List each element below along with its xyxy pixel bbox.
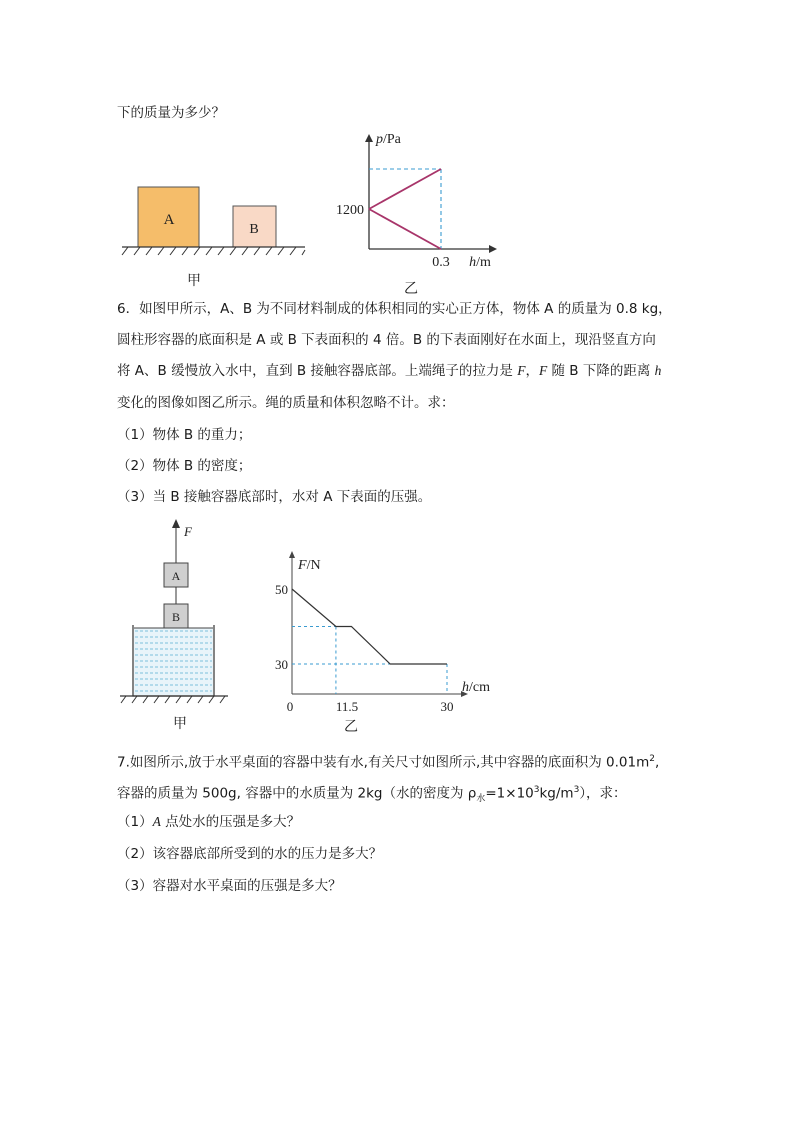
q6-line-2: 圆柱形容器的底面积是 A 或 B 下表面积的 4 倍。B 的下表面刚好在水面上，现沿竖直方向 xyxy=(117,332,656,348)
block-a-label: A xyxy=(163,212,175,228)
series-line-lower xyxy=(369,209,441,249)
y-axis-label: F/N xyxy=(298,558,321,573)
q6-line-4: 变化的图像如图乙所示。绳的质量和体积忽略不计。求： xyxy=(117,395,455,411)
q7-sub-question-3: （3）容器对水平桌面的压强是多大？ xyxy=(117,878,342,894)
fig5-pressure-chart xyxy=(320,128,510,274)
q7-sub-question-1: （1）A 点处水的压强是多大？ xyxy=(117,814,301,830)
q6-line-3: 将 A、B 缓慢放入水中，直到 B 接触容器底部。上端绳子的拉力是 F，F 随 B 下降的距离 h xyxy=(117,363,662,379)
q6-sub-question-1: （1）物体 B 的重力； xyxy=(117,427,252,443)
block-a-label: A xyxy=(171,569,181,583)
q7-line-2: 容器的质量为 500g, 容器中的水质量为 2kg（水的密度为 $\rho_水=1\times 10^3kg/m^3$），求： xyxy=(117,785,627,805)
fig5-caption-left: 甲 xyxy=(187,273,201,289)
q6-line-1: 6．如图甲所示，A、B 为不同材料制成的体积相同的实心正方体，物体 A 的质量为 0.8 kg， xyxy=(117,301,672,317)
fig6-caption-left: 甲 xyxy=(173,716,187,732)
x-axis-label: h/cm xyxy=(462,680,490,695)
block-b-label: B xyxy=(249,222,259,237)
fig6-container-diagram xyxy=(118,515,238,707)
fig6-force-chart xyxy=(262,545,502,717)
top-question-text: 下的质量为多少？ xyxy=(117,105,225,121)
series-line-force xyxy=(292,589,447,664)
ground-hatch xyxy=(121,696,225,703)
x-tick-30: 30 xyxy=(440,699,454,714)
y-axis-label: p/Pa xyxy=(376,132,401,147)
fig5-blocks-diagram xyxy=(115,180,315,260)
fig5-caption-right: 乙 xyxy=(404,281,418,297)
force-label: F xyxy=(184,524,192,539)
y-tick-30: 30 xyxy=(275,657,288,672)
x-tick-11-5: 11.5 xyxy=(335,699,359,714)
q6-sub-question-3: （3）当 B 接触容器底部时，水对 A 下表面的压强。 xyxy=(117,489,432,505)
force-arrow xyxy=(172,519,180,528)
block-b-label: B xyxy=(171,610,181,624)
y-axis-arrow xyxy=(365,134,373,142)
series-line-upper xyxy=(369,169,441,209)
y-axis-arrow xyxy=(289,551,295,558)
q6-sub-question-2: （2）物体 B 的密度； xyxy=(117,458,252,474)
ground-hatch xyxy=(122,247,305,255)
fig6-caption-right: 乙 xyxy=(344,719,358,735)
x-tick-0: 0 xyxy=(286,699,294,714)
q7-sub-question-2: （2）该容器底部所受到的水的压力是多大？ xyxy=(117,846,383,862)
y-tick-50: 50 xyxy=(275,582,288,597)
q7-line-1: 7.如图所示,放于水平桌面的容器中装有水,有关尺寸如图所示,其中容器的底面积为 $0.01m^2$, xyxy=(117,754,660,771)
x-axis-label: h/m xyxy=(469,255,491,270)
y-tick-1200: 1200 xyxy=(336,203,364,218)
x-axis-arrow xyxy=(489,245,497,253)
x-tick-0-3: 0.3 xyxy=(432,255,450,270)
